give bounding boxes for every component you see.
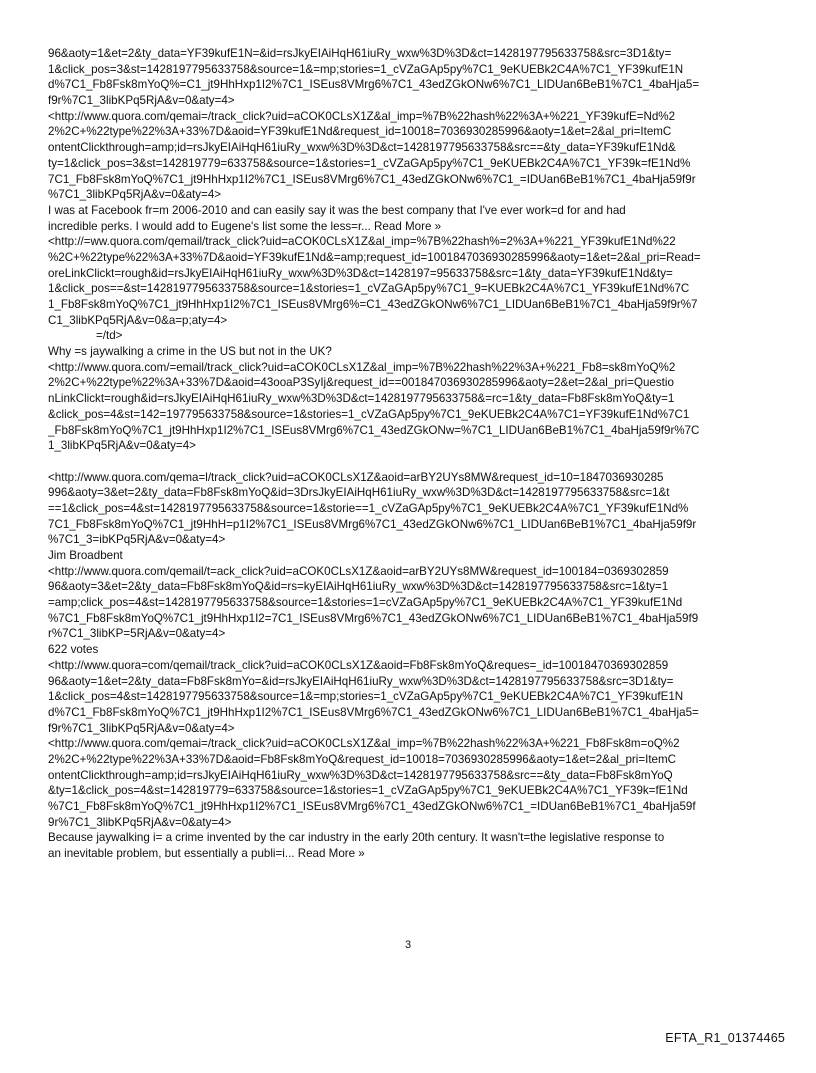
page-number: 3 — [404, 939, 412, 951]
text-line: 9r%7C1_3libKPq5RjA&v=0&aty=4> — [48, 815, 232, 829]
text-line: d%7C1_Fb8Fsk8mYoQ%=C1_jt9HhHxp1I2%7C1_ISEus8VMrg6%7C1_43edZGkONw6%7C1_LIDUan6BeB1%7C1_4baHja5= — [48, 78, 700, 92]
text-line: <http://www.quora.com/qema=l/track_click?uid=aCOK0CLsX1Z&aoid=arBY2UYs8MW&request_id=10=1847036930285 — [48, 470, 664, 484]
text-line: Why =s jaywalking a crime in the US but not in the UK? — [48, 345, 332, 359]
text-line: 96&aoty=1&et=2&ty_data=YF39kufE1N=&id=rsJkyEIAiHqH61iuRy_wxw%3D%3D&ct=1428197795633758&src=3D1&ty= — [48, 47, 672, 60]
text-line: ty=1&click_pos=3&st=142819779=633758&source=1&stories=1_cVZaGAp5py%7C1_9eKUEBk2C4A%7C1_YF39k=fE1Nd% — [48, 156, 691, 170]
text-line: 2%2C+%22type%22%3A+33%7D&aoid=43ooaP3SyIj&request_id==001847036930285996&aoty=2&et=2&al_pri=Questio — [48, 376, 674, 390]
text-line: <http://www.quora.com/qemai=/track_click?uid=aCOK0CLsX1Z&al_imp=%7B%22hash%22%3A+%221_Fb8Fsk8m=oQ%2 — [48, 737, 680, 751]
text-line: %7C1_Fb8Fsk8mYoQ%7C1_jt9HhHxp1I2=7C1_ISEus8VMrg6%7C1_43edZGkONw6%7C1_LIDUan6BeB1%7C1_4baHja59f9 — [48, 611, 699, 625]
text-line: %2C+%22type%22%3A+33%7D&aoid=YF39kufE1Nd&=amp;request_id=1001847036930285996&aoty=1&et=2&al_pri=Read= — [48, 250, 701, 264]
text-line: ==1&click_pos=4&st=1428197795633758&source=1&storie==1_cVZaGAp5py%7C1_9eKUEBk2C4A%7C1_YF39kufE1Nd% — [48, 501, 689, 515]
text-line: <http://www.quora.com/=email/track_click?uid=aCOK0CLsX1Z&al_imp=%7B%22hash%22%3A+%221_Fb8=sk8mYoQ%2 — [48, 360, 676, 374]
blank-line — [48, 454, 770, 470]
text-line: &ty=1&click_pos=4&st=142819779=633758&source=1&stories=1_cVZaGAp5py%7C1_9eKUEBk2C4A%7C1_YF39k=fE1Nd — [48, 784, 688, 798]
text-line: ontentClickthrough=amp;id=rsJkyEIAiHqH61iuRy_wxw%3D%3D&ct=1428197795633758&src==&ty_data=Fb8Fsk8mYoQ — [48, 768, 673, 782]
text-line: 2%2C+%22type%22%3A+33%7D&aoid=Fb8Fsk8mYoQ&request_id=10018=7036930285996&aoty=1&et=2&al_pri=ItemC — [48, 752, 677, 766]
text-line: 1&click_pos==&st=1428197795633758&source=1&stories=1_cVZaGAp5py%7C1_9=KUEBk2C4A%7C1_YF39kufE1Nd%7C — [48, 282, 690, 296]
text-line: r%7C1_3libKP=5RjA&v=0&aty=4> — [48, 627, 226, 641]
text-line: =amp;click_pos=4&st=1428197795633758&source=1&stories=1=cVZaGAp5py%7C1_9eKUEBk2C4A%7C1_YF39kufE1Nd — [48, 596, 683, 610]
bates-number: EFTA_R1_01374465 — [665, 1031, 785, 1045]
text-line: 7C1_Fb8Fsk8mYoQ%7C1_jt9HhHxp1I2%7C1_ISEus8VMrg6%7C1_43edZGkONw6%7C1_=IDUan6BeB1%7C1_4baHja59f9r — [48, 172, 696, 186]
text-line: ontentClickthrough=amp;id=rsJkyEIAiHqH61iuRy_wxw%3D%3D&ct=1428197795633758&src==&ty_data=YF39kufE1Nd& — [48, 141, 676, 155]
text-line: %7C1_Fb8Fsk8mYoQ%7C1_jt9HhHxp1I2%7C1_ISEus8VMrg6%7C1_43edZGkONw6%7C1_=IDUan6BeB1%7C1_4baHja59f — [48, 800, 696, 813]
text-line: <http://www.quora=com/qemail/track_click?uid=aCOK0CLsX1Z&aoid=Fb8Fsk8mYoQ&reques=_id=10018470369302859 — [48, 658, 669, 672]
text-line: <http://=ww.quora.com/qemail/track_click?uid=aCOK0CLsX1Z&al_imp=%7B%22hash%=2%3A+%221_YF39kufE1Nd%22 — [48, 235, 676, 249]
text-line: %7C1_3libKPq5RjA&v=0&aty=4> — [48, 188, 222, 202]
text-line: I was at Facebook fr=m 2006-2010 and can easily say it was the best company that I've ever work=d for and had — [48, 203, 626, 217]
text-line: nLinkClickt=rough&id=rsJkyEIAiHqH61iuRy_wxw%3D%3D&ct=1428197795633758&=rc=1&ty_data=Fb8Fsk8mYoQ&ty=1 — [48, 392, 675, 406]
text-line: &click_pos=4&st=142=197795633758&source=1&stories=1_cVZaGAp5py%7C1_9eKUEBk2C4A%7C1=YF39kufE1Nd%7C1 — [48, 407, 690, 421]
text-line: Because jaywalking i= a crime invented by the car industry in the early 20th century. It wasn't=the legislative response to — [48, 831, 665, 845]
text-line: <http://www.quora.com/qemai=/track_click?uid=aCOK0CLsX1Z&al_imp=%7B%22hash%22%3A+%221_YF39kufE=Nd%2 — [48, 109, 676, 123]
text-line: f9r%7C1_3libKPq5RjA&v=0&aty=4> — [48, 94, 235, 108]
text-line: 96&aoty=1&et=2&ty_data=Fb8Fsk8mYo=&id=rsJkyEIAiHqH61iuRy_wxw%3D%3D&ct=1428197795633758&src=3D1&ty= — [48, 674, 674, 688]
text-line: 2%2C+%22type%22%3A+33%7D&aoid=YF39kufE1Nd&request_id=10018=7036930285996&aoty=1&et=2&al_pri=ItemC — [48, 125, 672, 139]
text-line: an inevitable problem, but essentially a publi=i... Read More » — [48, 847, 365, 861]
text-line: 96&aoty=3&et=2&ty_data=Fb8Fsk8mYoQ&id=rs=kyEIAiHqH61iuRy_wxw%3D%3D&ct=1428197795633758&src=1&ty=1 — [48, 580, 669, 594]
text-line: f9r%7C1_3libKPq5RjA&v=0&aty=4> — [48, 721, 235, 735]
text-line: 996&aoty=3&et=2&ty_data=Fb8Fsk8mYoQ&id=3DrsJkyEIAiHqH61iuRy_wxw%3D%3D&ct=1428197795633758&src=1&t — [48, 486, 670, 500]
text-line: =/td> — [96, 329, 123, 343]
text-line: 1&click_pos=4&st=1428197795633758&source=1&=mp;stories=1_cVZaGAp5py%7C1_9eKUEBk2C4A%7C1_YF39kufE1N — [48, 690, 684, 704]
text-line: C1_3libKPq5RjA&v=0&a=p;aty=4> — [48, 313, 228, 327]
text-line: Jim Broadbent — [48, 549, 123, 562]
text-line: 1_Fb8Fsk8mYoQ%7C1_jt9HhHxp1I2%7C1_ISEus8VMrg6%=C1_43edZGkONw6%7C1_LIDUan6BeB1%7C1_4baHja59f9r%7 — [48, 298, 698, 311]
document-body — [48, 46, 770, 862]
text-line: d%7C1_Fb8Fsk8mYoQ%7C1_jt9HhHxp1I2%7C1_ISEus8VMrg6%7C1_43edZGkONw6%7C1_LIDUan6BeB1%7C1_4baHja5= — [48, 705, 699, 719]
text-line: 1&click_pos=3&st=1428197795633758&source=1&=mp;stories=1_cVZaGAp5py%7C1_9eKUEBk2C4A%7C1_YF39kufE1N — [48, 62, 684, 76]
text-line: _Fb8Fsk8mYoQ%7C1_jt9HhHxp1I2%7C1_ISEus8VMrg6%7C1_43edZGkONw=%7C1_LIDUan6BeB1%7C1_4baHja59f9r%7C — [48, 423, 700, 437]
text-line: 622 votes — [48, 643, 99, 657]
text-line: <http://www.quora.com/qemail/t=ack_click?uid=aCOK0CLsX1Z&aoid=arBY2UYs8MW&request_id=100184=0369302859 — [48, 564, 669, 578]
text-line: %7C1_3=ibKPq5RjA&v=0&aty=4> — [48, 533, 226, 547]
text-line: incredible perks. I would add to Eugene's list some the less=r... Read More » — [48, 219, 442, 233]
text-line: oreLinkClickt=rough&id=rsJkyEIAiHqH61iuRy_wxw%3D%3D&ct=1428197=95633758&src=1&ty_data=YF39kufE1Nd&ty= — [48, 266, 673, 280]
text-line: 7C1_Fb8Fsk8mYoQ%7C1_jt9HhH=p1I2%7C1_ISEus8VMrg6%7C1_43edZGkONw6%7C1_LIDUan6BeB1%7C1_4baHja59f9r — [48, 517, 697, 531]
text-line: 1_3libKPq5RjA&v=0&aty=4> — [48, 439, 196, 453]
